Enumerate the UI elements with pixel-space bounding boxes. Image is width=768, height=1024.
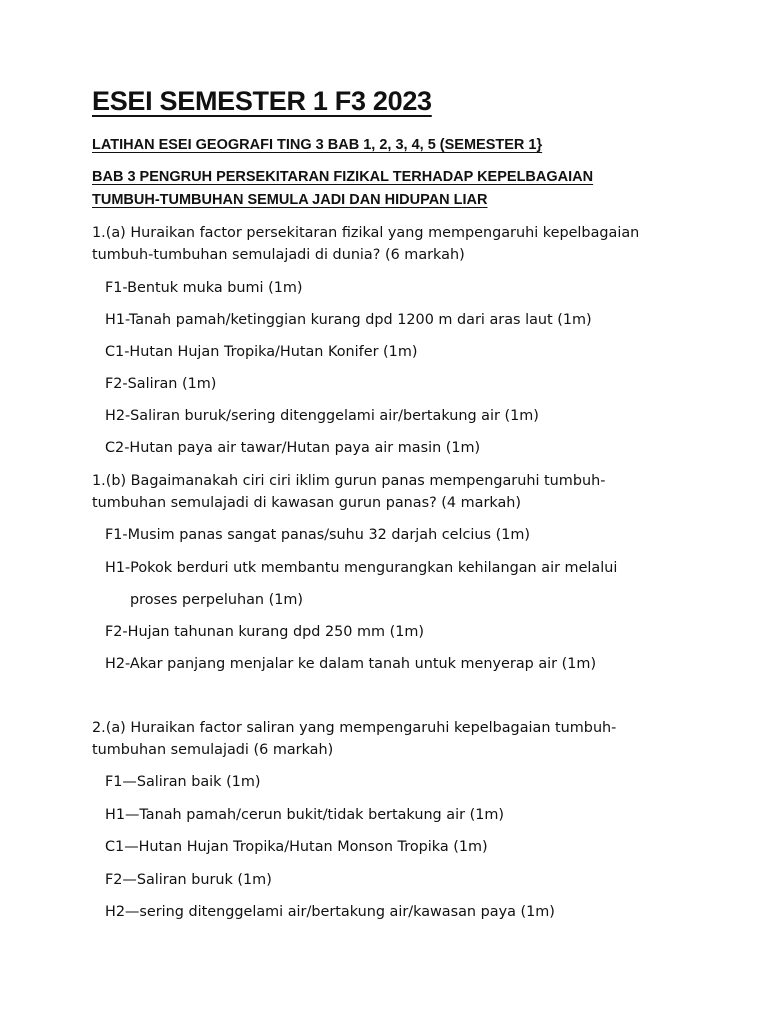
- answer-item: F2-Saliran (1m): [105, 376, 217, 392]
- question-1a-line-2: tumbuh-tumbuhan semulajadi di dunia? (6 markah): [92, 247, 465, 263]
- question-1a-line-1: 1.(a) Huraikan factor persekitaran fizikal yang mempengaruhi kepelbagaian: [92, 225, 640, 241]
- answer-item: F1—Saliran baik (1m): [105, 774, 261, 790]
- answer-item-continuation: proses perpeluhan (1m): [130, 592, 304, 608]
- question-2a-line-1: 2.(a) Huraikan factor saliran yang mempengaruhi kepelbagaian tumbuh-: [92, 720, 617, 736]
- answer-item: H1—Tanah pamah/cerun bukit/tidak bertakung air (1m): [105, 807, 504, 823]
- page-title: ESEI SEMESTER 1 F3 2023: [92, 86, 432, 116]
- chapter-heading-line-2: TUMBUH-TUMBUHAN SEMULA JADI DAN HIDUPAN LIAR: [92, 192, 488, 208]
- chapter-heading-line-1: BAB 3 PENGRUH PERSEKITARAN FIZIKAL TERHADAP KEPELBAGAIAN: [92, 169, 594, 185]
- answer-item: C2-Hutan paya air tawar/Hutan paya air masin (1m): [105, 440, 481, 456]
- answer-item: C1-Hutan Hujan Tropika/Hutan Konifer (1m): [105, 344, 418, 360]
- question-2a-line-2: tumbuhan semulajadi (6 markah): [92, 742, 334, 758]
- answer-item: H1-Pokok berduri utk membantu mengurangkan kehilangan air melalui: [105, 560, 618, 576]
- question-1b-line-2: tumbuhan semulajadi di kawasan gurun panas? (4 markah): [92, 495, 522, 511]
- answer-item: F2—Saliran buruk (1m): [105, 872, 272, 888]
- answer-item: H2-Akar panjang menjalar ke dalam tanah untuk menyerap air (1m): [105, 656, 597, 672]
- answer-item: H2-Saliran buruk/sering ditenggelami air/bertakung air (1m): [105, 408, 539, 424]
- answer-item: H1-Tanah pamah/ketinggian kurang dpd 1200 m dari aras laut (1m): [105, 312, 592, 328]
- question-1b-line-1: 1.(b) Bagaimanakah ciri ciri iklim gurun panas mempengaruhi tumbuh-: [92, 473, 606, 489]
- answer-item: F1-Bentuk muka bumi (1m): [105, 280, 303, 296]
- answer-item: H2—sering ditenggelami air/bertakung air/kawasan paya (1m): [105, 904, 555, 920]
- answer-item: F1-Musim panas sangat panas/suhu 32 darjah celcius (1m): [105, 527, 531, 543]
- subtitle: LATIHAN ESEI GEOGRAFI TING 3 BAB 1, 2, 3, 4, 5 (SEMESTER 1}: [92, 137, 543, 153]
- answer-item: F2-Hujan tahunan kurang dpd 250 mm (1m): [105, 624, 425, 640]
- answer-item: C1—Hutan Hujan Tropika/Hutan Monson Tropika (1m): [105, 839, 488, 855]
